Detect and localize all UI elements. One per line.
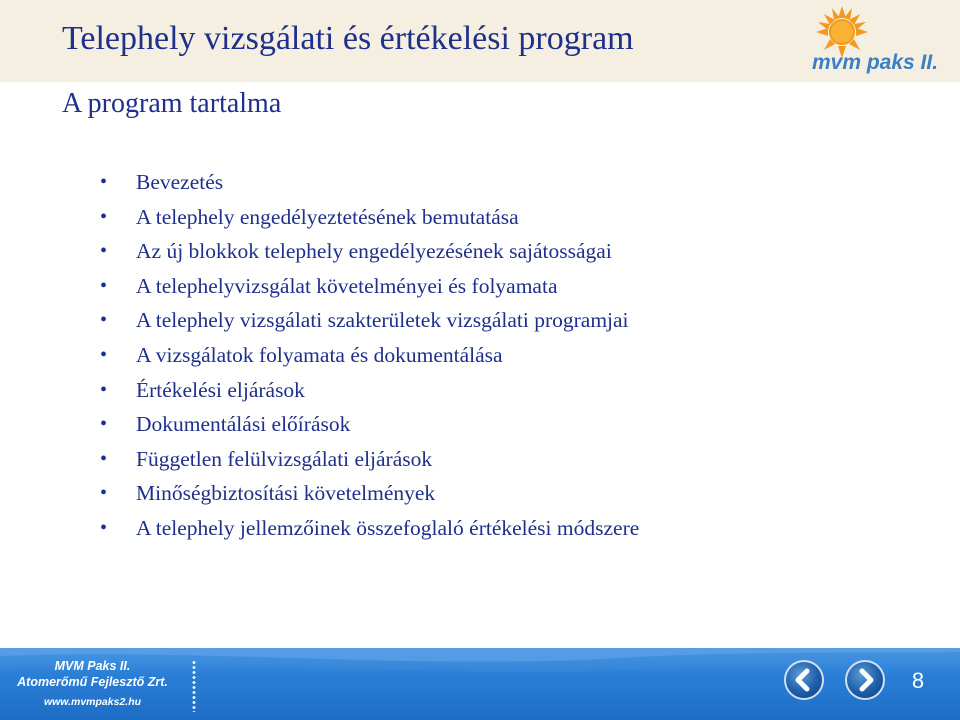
bullet-text: A vizsgálatok folyamata és dokumentálása — [136, 342, 503, 367]
chevron-left-icon — [786, 662, 822, 698]
bullet-icon: • — [100, 516, 108, 539]
bullet-icon: • — [100, 274, 108, 297]
bullet-icon: • — [100, 378, 108, 401]
bullet-text: Bevezetés — [136, 170, 224, 194]
footer-company-name — [0, 658, 185, 690]
bullet-text: Minőségbiztosítási követelmények — [136, 481, 436, 506]
footer-website-link[interactable]: www.mvmpaks2.hu — [43, 696, 142, 708]
svg-text:mvm paks II.: mvm paks II. — [812, 51, 939, 74]
bullet-text: Az új blokkok telephely engedélyezésének sajátosságai — [136, 239, 612, 264]
previous-slide-button[interactable] — [784, 660, 824, 700]
bullet-icon: • — [100, 447, 108, 470]
bullet-icon: • — [100, 240, 108, 263]
bullet-text: Független felülvizsgálati eljárások — [136, 446, 433, 471]
bullet-icon: • — [100, 413, 108, 436]
footer-dotted-divider — [192, 660, 196, 712]
bullet-text: A telephely jellemzőinek összefoglaló értékelési módszere — [136, 515, 640, 540]
bullet-icon: • — [100, 205, 108, 228]
mvm-paks-logo — [800, 6, 960, 78]
bullet-text: Dokumentálási előírások — [136, 412, 351, 437]
chevron-right-icon — [847, 662, 883, 698]
footer-company-line2: Atomerőmű Fejlesztő Zrt. — [17, 675, 168, 689]
bullet-icon: • — [100, 343, 108, 366]
bullet-text: A telephely engedélyeztetésének bemutatása — [136, 204, 519, 229]
next-slide-button[interactable] — [845, 660, 885, 700]
sun-icon — [800, 6, 960, 78]
bullet-icon: • — [100, 171, 108, 193]
bullet-text: A telephelyvizsgálat követelményei és folyamata — [136, 273, 558, 298]
footer-company-line1: MVM Paks II. — [54, 659, 131, 673]
bullet-icon: • — [100, 309, 108, 332]
page-number: 8 — [911, 668, 925, 693]
slide-title: Telephely vizsgálati és értékelési program — [62, 20, 634, 57]
bullet-text: Értékelési eljárások — [136, 377, 305, 402]
bullet-text: A telephely vizsgálati szakterületek vizsgálati programjai — [136, 308, 629, 333]
bullet-icon: • — [100, 482, 108, 505]
slide-subtitle: A program tartalma — [62, 88, 282, 119]
